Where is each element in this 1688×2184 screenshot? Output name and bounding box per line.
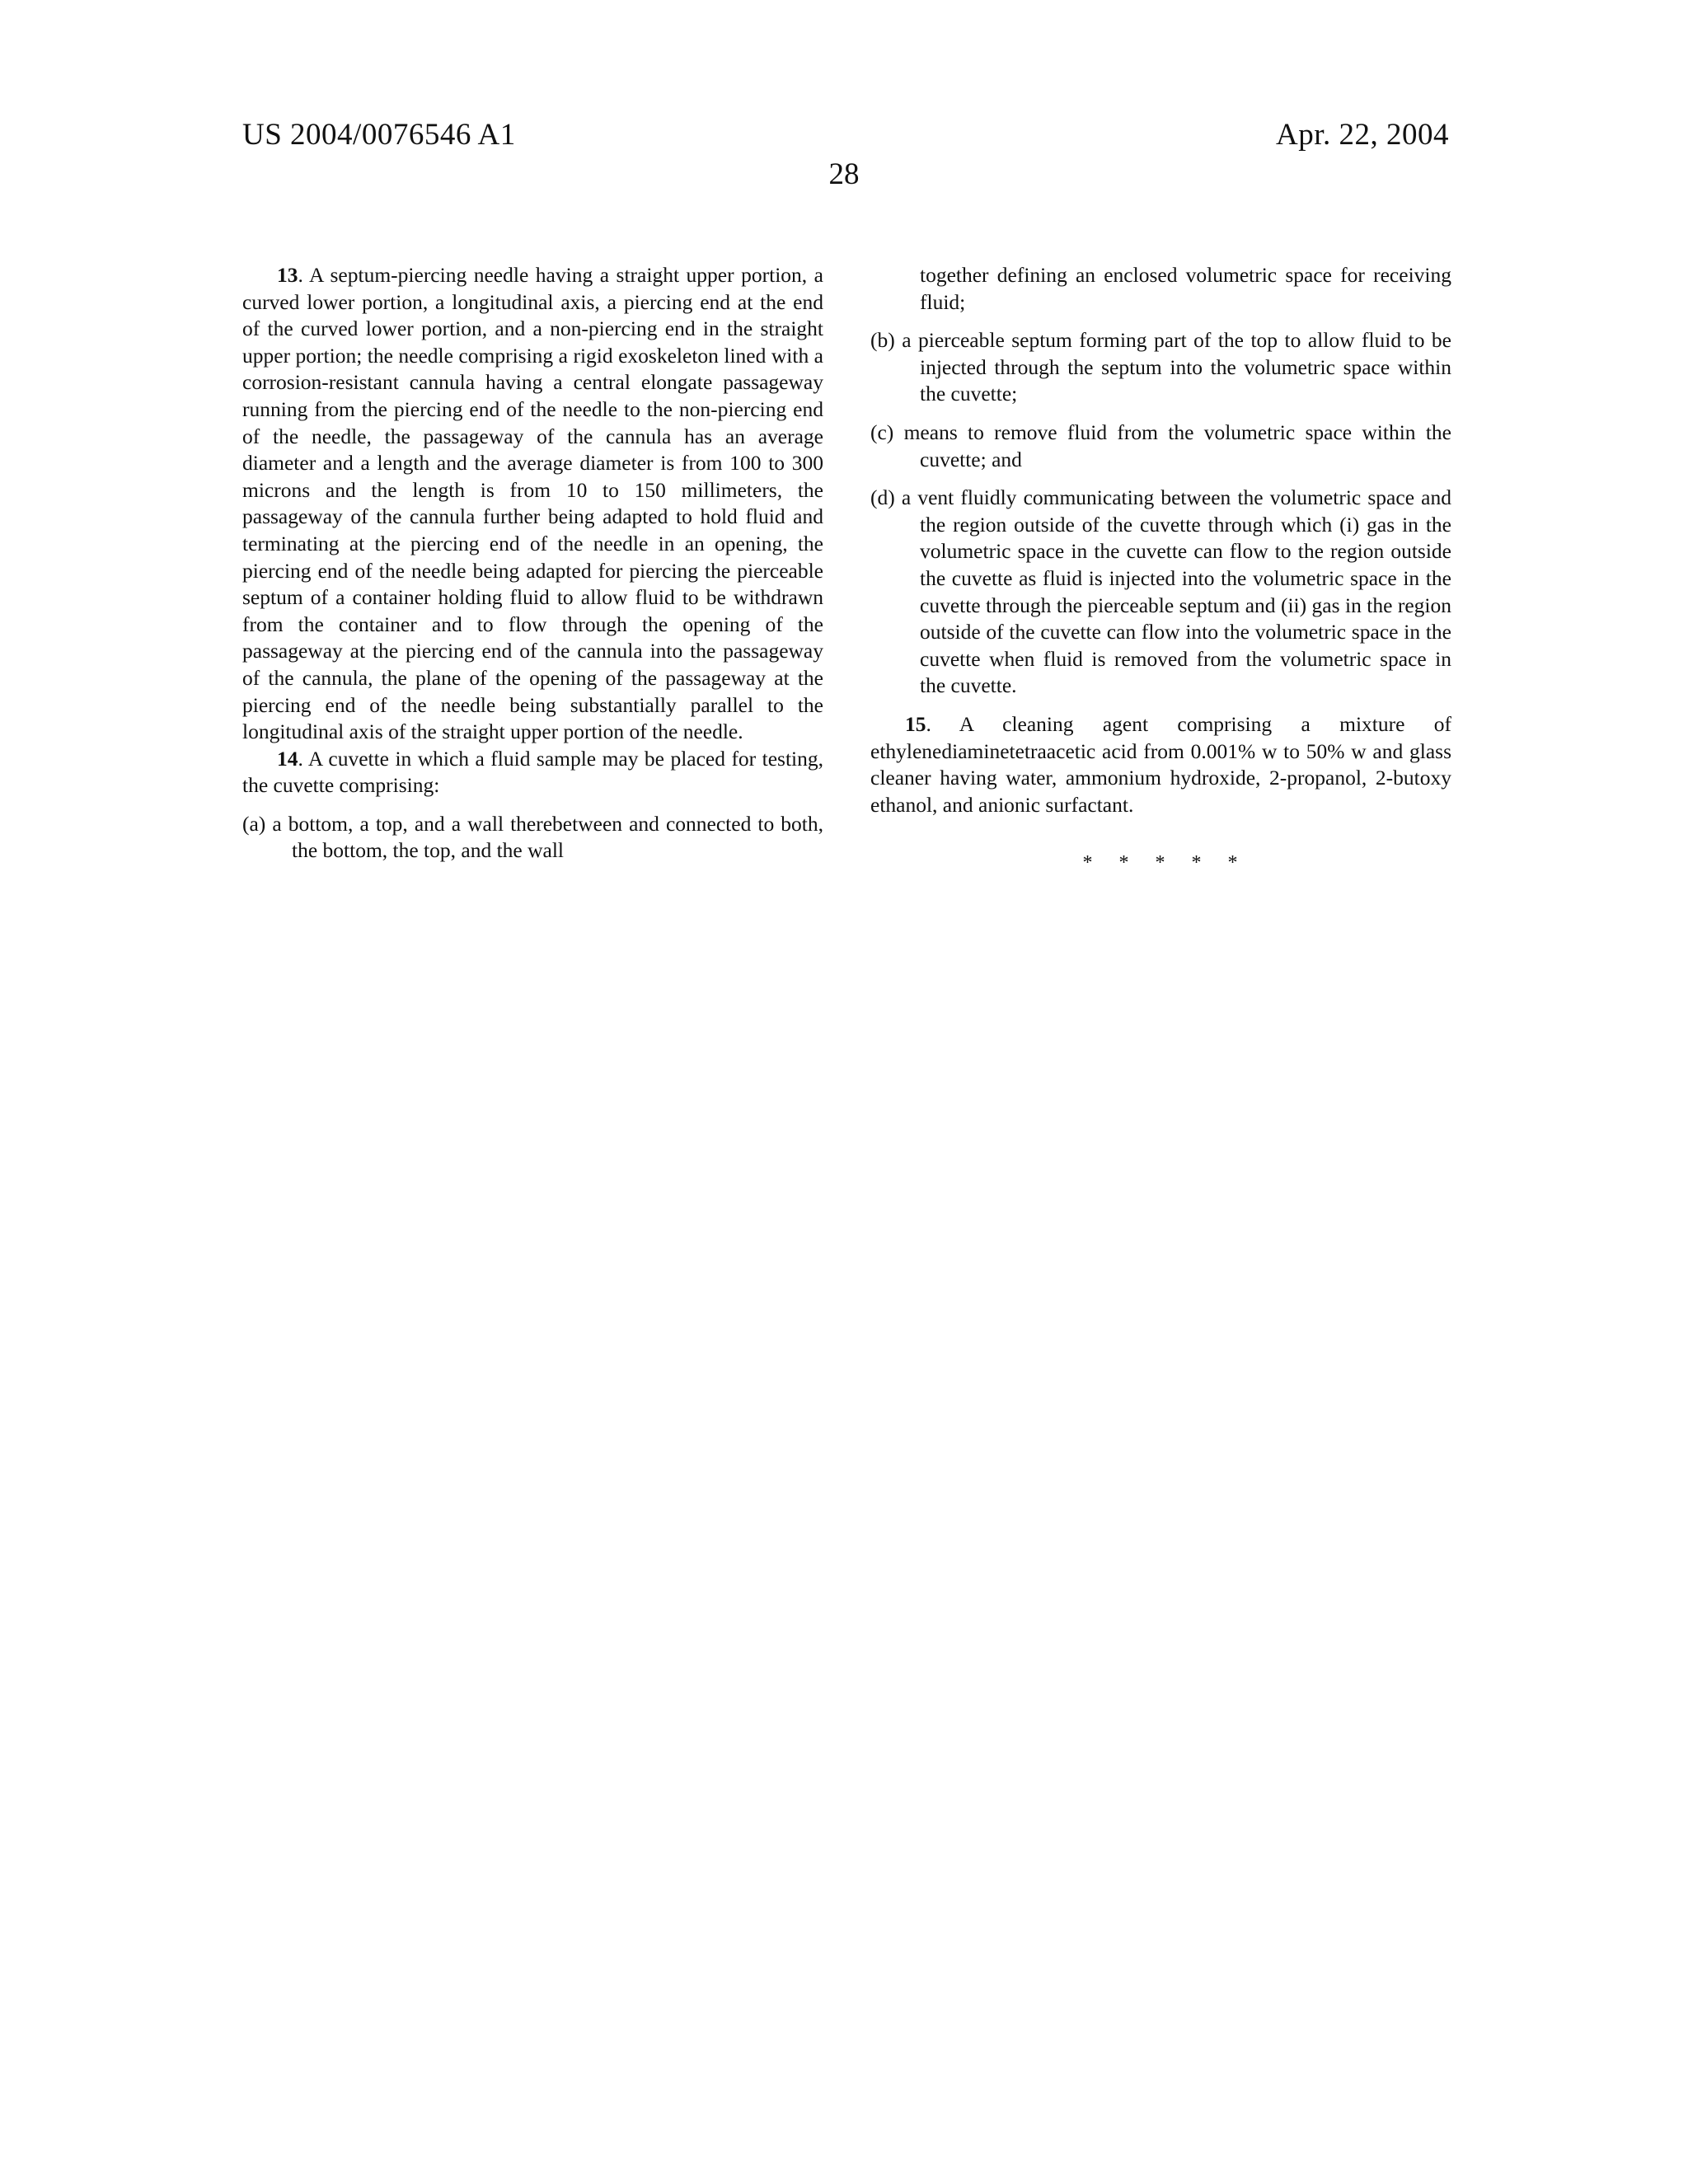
claim-13 — [242, 262, 823, 746]
claim-14-number: 14 — [277, 746, 298, 771]
publication-number: US 2004/0076546 A1 — [242, 118, 516, 152]
claim-15-number: 15 — [905, 711, 926, 736]
claim-13-text: . A septum-piercing needle having a straight upper portion, a curved lower portion, a longitudinal axis, a piercing end at the end of the curved lower portion, and a non-piercing end in the straight upper portion; the needle comprising a rigid exoskeleton lined with a corrosion-resistant cannula having a central elongate passageway running from the piercing end of the needle to the non-piercing end of the needle, the passageway of the cannula has an average diameter and a length and the average diameter is from 100 to 300 microns and the length is from 10 to 150 millimeters, the passageway of the cannula further being adapted to hold fluid and terminating at the piercing end of the needle in an opening, the piercing end of the needle being adapted for piercing the pierceable septum of a container holding fluid to allow fluid to be withdrawn from the container and to flow through the opening of the passageway at the piercing end of the cannula into the passageway of the cannula, the plane of the opening of the passageway at the piercing end of the needle being substantially parallel to the longitudinal axis of the straight upper portion of the needle. — [242, 263, 823, 744]
publication-date: Apr. 22, 2004 — [1276, 118, 1449, 152]
right-column — [870, 262, 1451, 877]
claim-15 — [870, 711, 1451, 818]
claim-14-text: . A cuvette in which a fluid sample may be placed for testing, the cuvette comprising: — [242, 746, 823, 798]
claim-14 — [242, 746, 823, 799]
claim-15-text: . A cleaning agent comprising a mixture of ethylenediaminetetraacetic acid from 0.001% w to 50% w and glass cleaner having water, ammonium hydroxide, 2-propanol, 2-butoxy ethanol, and anionic surfactant. — [870, 711, 1451, 817]
left-column — [242, 262, 823, 865]
claim-14-item-d: (d) a vent fluidly communicating between the volumetric space and the region outside of the cuvette through which (i) gas in the volumetric space in the cuvette can flow to the region outside the cuvette as fluid is injected into the volumetric space in the cuvette through the pierceable septum and (ii) gas in the region outside of the cuvette can flow into the volumetric space in the cuvette when fluid is removed from the volumetric space in the cuvette. — [870, 485, 1451, 698]
claim-14-item-c: (c) means to remove fluid from the volumetric space within the cuvette; and — [870, 419, 1451, 471]
claim-14-item-a-continued: together defining an enclosed volumetric space for receiving fluid; — [920, 263, 1451, 314]
page-number: 28 — [828, 157, 860, 191]
claim-14-item-a: (a) a bottom, a top, and a wall therebetween and connected to both, the bottom, the top, and the wall — [242, 811, 823, 863]
claim-14-item-b: (b) a pierceable septum forming part of the top to allow fluid to be injected through the septum into the volumetric space within the cuvette; — [870, 328, 1451, 406]
claim-13-number: 13 — [277, 263, 298, 287]
end-of-document-marker: * * * * * — [1082, 852, 1240, 874]
